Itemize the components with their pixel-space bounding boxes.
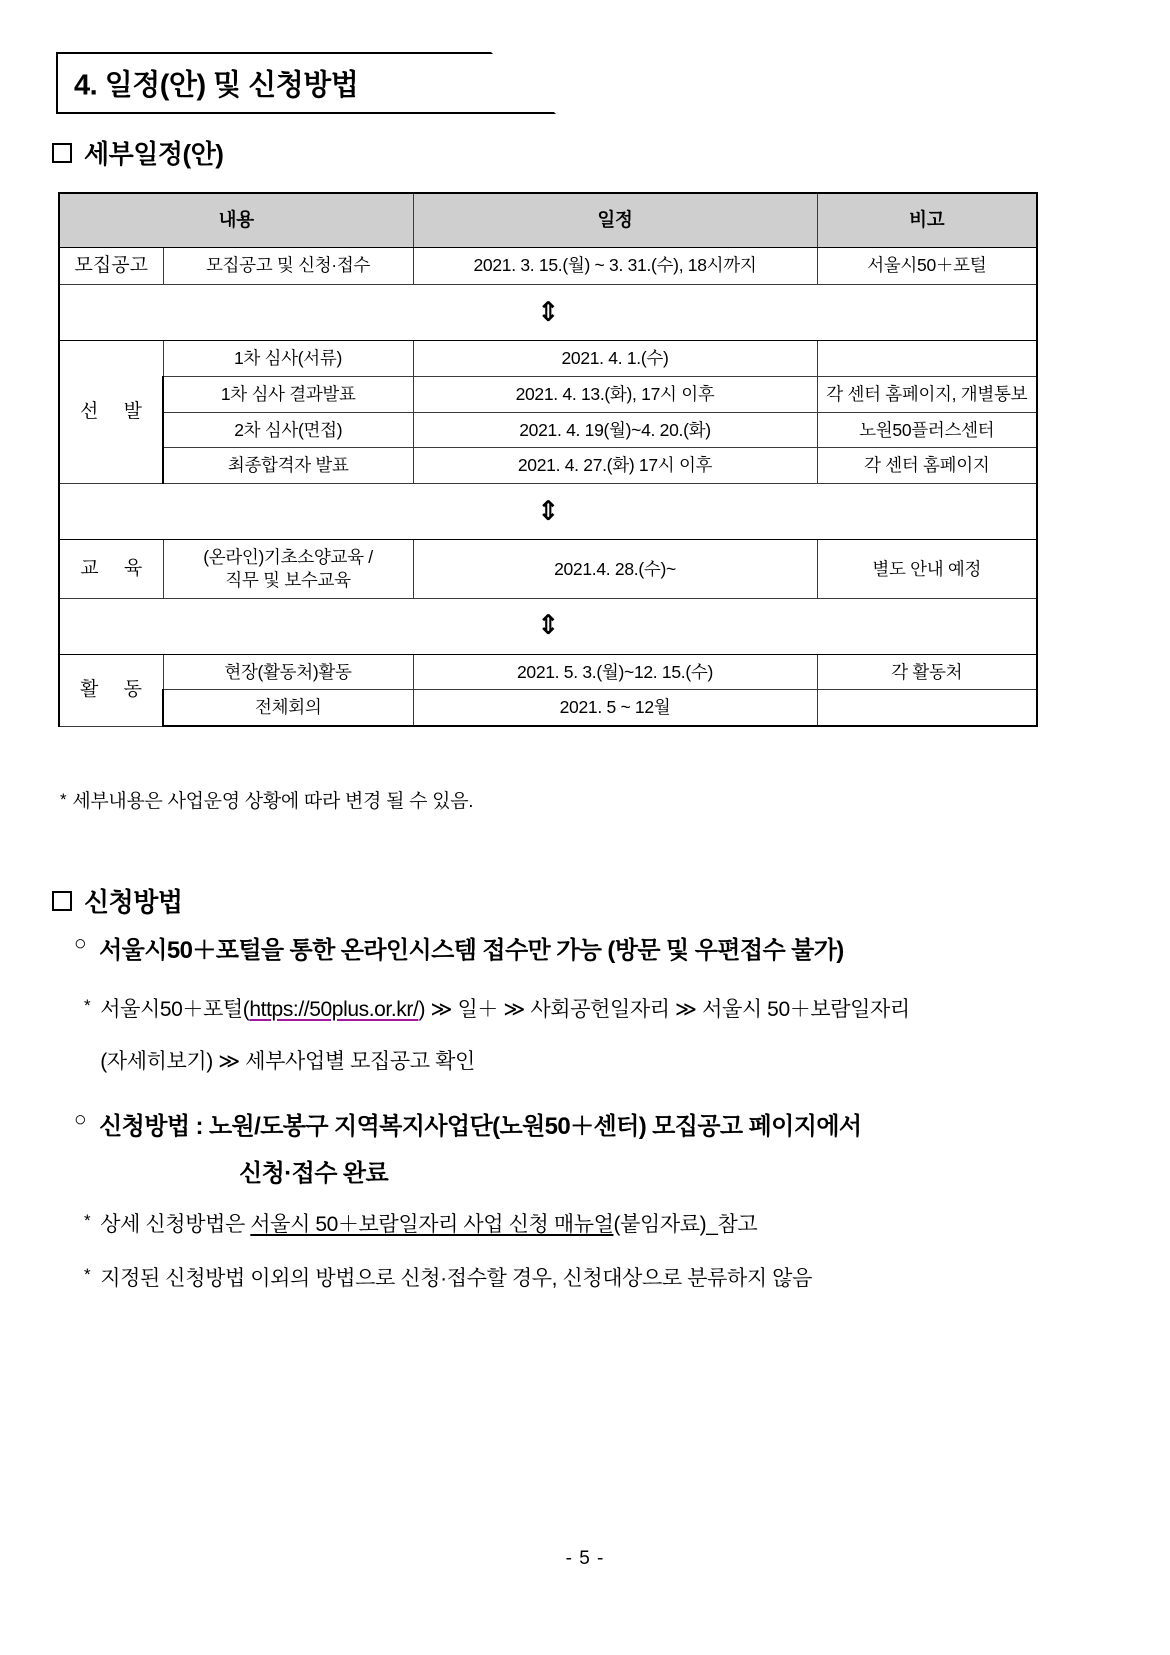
table-footnote	[60, 786, 473, 813]
row-category: 모집공고	[59, 247, 163, 285]
row-name: 1차 심사(서류)	[163, 341, 413, 377]
row-date: 2021.4. 28.(수)~	[413, 540, 817, 599]
row-name: 최종합격자 발표	[163, 448, 413, 484]
row-note: 노원50플러스센터	[817, 412, 1037, 448]
note-portal-lines	[100, 993, 910, 1075]
row-name	[163, 540, 413, 599]
row-date: 2021. 3. 15.(월) ~ 3. 31.(수), 18시까지	[413, 247, 817, 285]
note-manual-suffix: (붙임자료)_참고	[613, 1213, 758, 1236]
row-date: 2021. 4. 13.(화), 17시 이후	[413, 376, 817, 412]
row-name: 현장(활동처)활동	[163, 654, 413, 690]
flow-arrow-cell	[59, 285, 1037, 341]
table-row	[59, 341, 1037, 377]
row-name-line1: (온라인)기초소양교육 /	[203, 547, 373, 568]
note-rule-text: 지정된 신청방법 이외의 방법으로 신청·접수할 경우, 신청대상으로 분류하지 않음	[100, 1267, 812, 1290]
portal-url-link[interactable]: https://50plus.or.kr/	[249, 998, 419, 1021]
schedule-table	[58, 192, 1038, 727]
row-category: 활 동	[59, 654, 163, 726]
bullet-method-lines	[99, 1106, 861, 1188]
flow-arrow-row	[59, 484, 1037, 540]
table-row	[59, 654, 1037, 690]
table-row	[59, 448, 1037, 484]
row-note: 별도 안내 예정	[817, 540, 1037, 599]
note-star-icon: *	[84, 1265, 91, 1284]
down-up-arrow-icon: ⇕	[536, 296, 560, 328]
row-name: 모집공고 및 신청·접수	[163, 247, 413, 285]
row-note: 각 센터 홈페이지	[817, 448, 1037, 484]
note-portal-path	[84, 993, 910, 1075]
down-up-arrow-icon: ⇕	[536, 495, 560, 527]
table-footnote-text: 세부내용은 사업운영 상황에 따라 변경 될 수 있음.	[72, 791, 474, 812]
section-banner-title: 4. 일정(안) 및 신청방법	[74, 69, 359, 102]
down-up-arrow-icon: ⇕	[536, 610, 560, 642]
column-header-note: 비고	[817, 193, 1037, 247]
subheading-apply	[52, 882, 182, 919]
note-manual-prefix: 상세 신청방법은	[100, 1213, 251, 1236]
bullet-method-line2: 신청·접수 완료	[239, 1160, 389, 1187]
note-manual-text	[100, 1208, 757, 1238]
row-note: 각 센터 홈페이지, 개별통보	[817, 376, 1037, 412]
table-row	[59, 540, 1037, 599]
row-note: 서울시50＋포털	[817, 247, 1037, 285]
table-row	[59, 412, 1037, 448]
note-portal-prefix: 서울시50＋포털(	[100, 998, 250, 1021]
note-portal-line2: (자세히보기) ≫ 세부사업별 모집공고 확인	[100, 1050, 475, 1073]
row-name: 전체회의	[163, 690, 413, 726]
row-name-line2: 직무 및 보수교육	[225, 569, 351, 590]
bullet-online-application	[74, 930, 844, 965]
section-banner	[56, 52, 556, 114]
note-star-icon: *	[84, 1211, 91, 1230]
row-date: 2021. 5. 3.(월)~12. 15.(수)	[413, 654, 817, 690]
circle-bullet-icon: ○	[74, 932, 87, 955]
row-category: 선 발	[59, 341, 163, 484]
bullet-method-line1: 신청방법 : 노원/도봉구 지역복지사업단(노원50＋센터) 모집공고 페이지에서	[99, 1113, 862, 1140]
square-bullet-icon	[52, 143, 72, 163]
note-manual-underlined: 서울시 50＋보람일자리 사업 신청 매뉴얼	[250, 1213, 614, 1236]
table-row	[59, 690, 1037, 726]
row-name: 2차 심사(면접)	[163, 412, 413, 448]
bullet-application-method	[74, 1106, 862, 1188]
table-header-row	[59, 193, 1037, 247]
note-star-icon: *	[84, 996, 91, 1015]
subheading-schedule-label: 세부일정(안)	[84, 139, 224, 169]
column-header-content: 내용	[59, 193, 413, 247]
flow-arrow-row	[59, 285, 1037, 341]
row-category: 교 육	[59, 540, 163, 599]
circle-bullet-icon: ○	[74, 1108, 87, 1131]
subheading-apply-label: 신청방법	[84, 887, 183, 917]
note-portal-suffix: ) ≫ 일＋ ≫ 사회공헌일자리 ≫ 서울시 50＋보람일자리	[418, 998, 910, 1021]
flow-arrow-cell	[59, 484, 1037, 540]
row-note	[817, 341, 1037, 377]
note-portal-line1	[100, 998, 910, 1021]
table-row	[59, 376, 1037, 412]
footnote-star: *	[60, 790, 67, 809]
subheading-schedule	[52, 134, 223, 171]
bullet-online-text: 서울시50＋포털을 통한 온라인시스템 접수만 가능 (방문 및 우편접수 불가)	[99, 937, 844, 964]
note-application-rule	[84, 1262, 812, 1292]
note-manual-reference	[84, 1208, 757, 1238]
row-note: 각 활동처	[817, 654, 1037, 690]
row-date: 2021. 4. 19(월)~4. 20.(화)	[413, 412, 817, 448]
row-note	[817, 690, 1037, 726]
row-date: 2021. 4. 27.(화) 17시 이후	[413, 448, 817, 484]
flow-arrow-cell	[59, 598, 1037, 654]
row-name: 1차 심사 결과발표	[163, 376, 413, 412]
square-bullet-icon	[52, 891, 72, 911]
table-row	[59, 247, 1037, 285]
row-date: 2021. 5 ~ 12월	[413, 690, 817, 726]
column-header-schedule: 일정	[413, 193, 817, 247]
flow-arrow-row	[59, 598, 1037, 654]
page-number: - 5 -	[565, 1548, 605, 1569]
row-date: 2021. 4. 1.(수)	[413, 341, 817, 377]
